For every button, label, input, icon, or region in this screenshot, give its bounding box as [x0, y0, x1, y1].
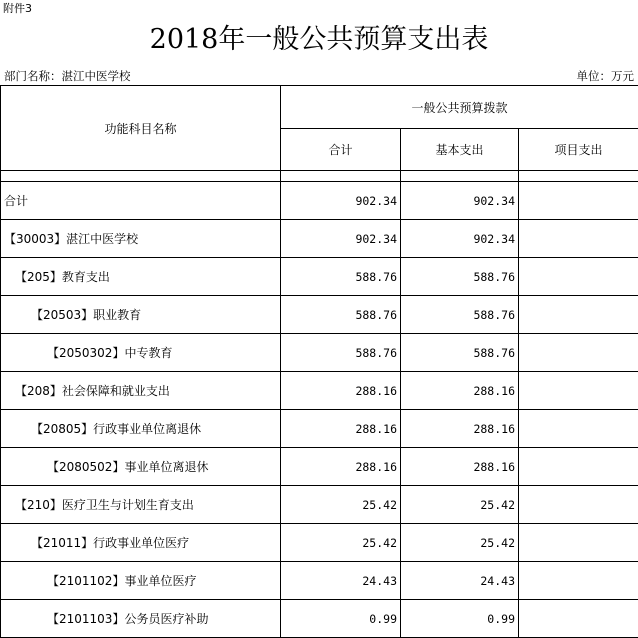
- row-basic: 0.99: [401, 600, 519, 638]
- row-project: [519, 334, 638, 372]
- table-row: [1, 220, 638, 258]
- row-name: 【208】社会保障和就业支出: [1, 372, 281, 410]
- row-total: 902.34: [281, 182, 401, 220]
- table-row: [1, 182, 638, 220]
- row-basic: 25.42: [401, 524, 519, 562]
- header-total: 合计: [281, 129, 401, 171]
- row-basic: 288.16: [401, 410, 519, 448]
- table-row: [1, 448, 638, 486]
- row-project: [519, 372, 638, 410]
- row-project: [519, 562, 638, 600]
- row-basic: 288.16: [401, 372, 519, 410]
- row-basic: 902.34: [401, 220, 519, 258]
- row-basic: 588.76: [401, 258, 519, 296]
- row-name: 【205】教育支出: [1, 258, 281, 296]
- row-project: [519, 524, 638, 562]
- row-project: [519, 448, 638, 486]
- header-basic: 基本支出: [401, 129, 519, 171]
- table-row: [1, 410, 638, 448]
- row-total: 24.43: [281, 562, 401, 600]
- row-basic: 25.42: [401, 486, 519, 524]
- row-name: 【2080502】事业单位离退休: [1, 448, 281, 486]
- row-name: 【20805】行政事业单位离退休: [1, 410, 281, 448]
- row-total: 902.34: [281, 220, 401, 258]
- attachment-label: 附件3: [3, 2, 32, 15]
- unit-label: 单位：万元: [576, 69, 634, 83]
- table-row: [1, 486, 638, 524]
- header-spacer: [1, 171, 638, 182]
- table-row: [1, 372, 638, 410]
- row-basic: 588.76: [401, 296, 519, 334]
- row-project: [519, 410, 638, 448]
- row-project: [519, 296, 638, 334]
- page-title: 2018年一般公共预算支出表: [149, 24, 489, 55]
- row-basic: 288.16: [401, 448, 519, 486]
- row-project: [519, 258, 638, 296]
- row-total: 288.16: [281, 410, 401, 448]
- row-project: [519, 486, 638, 524]
- row-basic: 902.34: [401, 182, 519, 220]
- table-body: [1, 182, 638, 638]
- row-total: 588.76: [281, 296, 401, 334]
- row-total: 288.16: [281, 372, 401, 410]
- row-project: [519, 600, 638, 638]
- row-project: [519, 220, 638, 258]
- row-total: 25.42: [281, 486, 401, 524]
- row-basic: 588.76: [401, 334, 519, 372]
- row-basic: 24.43: [401, 562, 519, 600]
- row-total: 588.76: [281, 258, 401, 296]
- row-project: [519, 182, 638, 220]
- row-total: 588.76: [281, 334, 401, 372]
- row-name: 【20503】职业教育: [1, 296, 281, 334]
- table-row: [1, 562, 638, 600]
- row-name: 合计: [1, 182, 281, 220]
- row-name: 【21011】行政事业单位医疗: [1, 524, 281, 562]
- header-general-budget: 一般公共预算拨款: [281, 86, 638, 129]
- table-row: [1, 258, 638, 296]
- budget-table: [0, 85, 638, 638]
- row-name: 【30003】湛江中医学校: [1, 220, 281, 258]
- header-function-name: 功能科目名称: [1, 86, 281, 171]
- row-name: 【2050302】中专教育: [1, 334, 281, 372]
- table-row: [1, 296, 638, 334]
- row-name: 【210】医疗卫生与计划生育支出: [1, 486, 281, 524]
- row-name: 【2101102】事业单位医疗: [1, 562, 281, 600]
- row-total: 0.99: [281, 600, 401, 638]
- header-project: 项目支出: [519, 129, 638, 171]
- table-row: [1, 524, 638, 562]
- table-row: [1, 334, 638, 372]
- row-total: 288.16: [281, 448, 401, 486]
- table-row: [1, 600, 638, 638]
- row-name: 【2101103】公务员医疗补助: [1, 600, 281, 638]
- department-label: 部门名称：湛江中医学校: [4, 69, 131, 83]
- row-total: 25.42: [281, 524, 401, 562]
